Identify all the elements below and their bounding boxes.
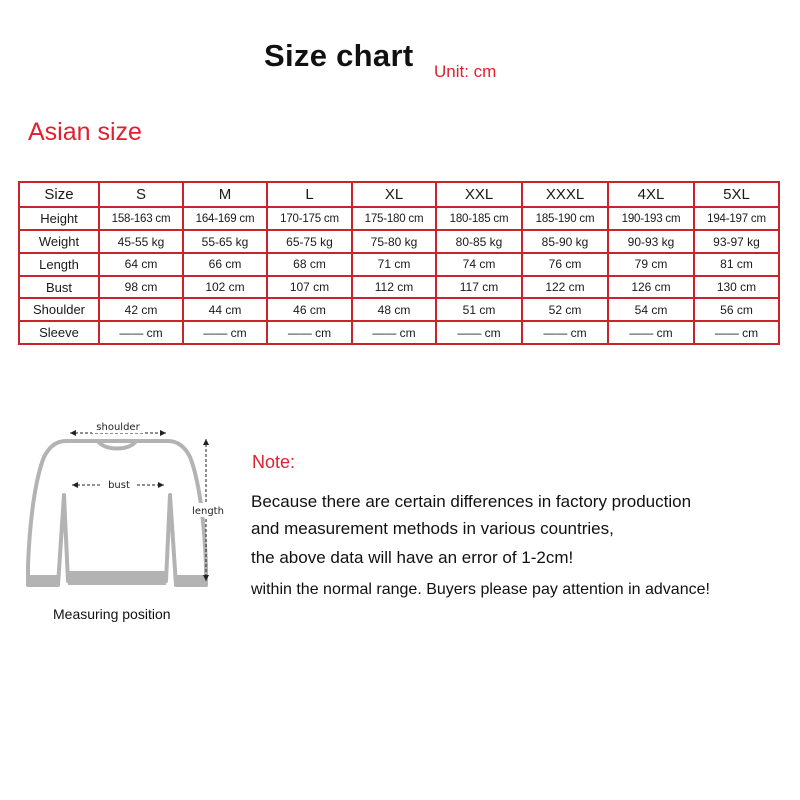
- table-cell: 112 cm: [352, 276, 436, 299]
- table-cell: 98 cm: [99, 276, 183, 299]
- table-cell: 122 cm: [522, 276, 608, 299]
- table-cell: 170-175 cm: [267, 207, 352, 230]
- table-cell: 74 cm: [436, 253, 522, 276]
- table-cell: 85-90 kg: [522, 230, 608, 253]
- note-line: the above data will have an error of 1-2cm!: [251, 548, 574, 567]
- table-cell: 126 cm: [608, 276, 694, 299]
- table-row: [19, 253, 779, 276]
- table-cell: 42 cm: [99, 298, 183, 321]
- bust-label: bust: [108, 480, 130, 491]
- header-cell: XL: [352, 182, 436, 207]
- table-cell: —— cm: [267, 321, 352, 344]
- table-cell: 130 cm: [694, 276, 779, 299]
- note-title: Note:: [252, 452, 296, 472]
- table-row: [19, 207, 779, 230]
- row-label: Height: [19, 207, 99, 230]
- note-line: and measurement methods in various countries,: [251, 519, 614, 538]
- table-cell: 64 cm: [99, 253, 183, 276]
- table-cell: —— cm: [436, 321, 522, 344]
- row-label: Length: [19, 253, 99, 276]
- row-label: Sleeve: [19, 321, 99, 344]
- diagram-caption: Measuring position: [53, 606, 171, 622]
- row-label: Bust: [19, 276, 99, 299]
- table-cell: 158-163 cm: [99, 207, 183, 230]
- table-row: [19, 298, 779, 321]
- table-cell: 80-85 kg: [436, 230, 522, 253]
- table-cell: 71 cm: [352, 253, 436, 276]
- table-cell: 107 cm: [267, 276, 352, 299]
- table-row: [19, 230, 779, 253]
- shoulder-label: shoulder: [96, 422, 140, 433]
- table-cell: 51 cm: [436, 298, 522, 321]
- table-cell: 164-169 cm: [183, 207, 267, 230]
- header-cell: 5XL: [694, 182, 779, 207]
- note-line: within the normal range. Buyers please pay attention in advance!: [251, 581, 710, 598]
- waistband-icon: [68, 571, 166, 585]
- table-cell: 75-80 kg: [352, 230, 436, 253]
- table-header-row: [19, 182, 779, 207]
- sweatshirt-outline-icon: [28, 441, 206, 585]
- table-cell: 79 cm: [608, 253, 694, 276]
- table-cell: —— cm: [608, 321, 694, 344]
- header-cell: M: [183, 182, 267, 207]
- note-line: Because there are certain differences in factory production: [251, 492, 692, 511]
- table-cell: —— cm: [183, 321, 267, 344]
- left-cuff-icon: [28, 575, 58, 585]
- table-cell: 76 cm: [522, 253, 608, 276]
- table-row: [19, 276, 779, 299]
- region-label: Asian size: [28, 118, 142, 146]
- table-cell: 54 cm: [608, 298, 694, 321]
- table-cell: 81 cm: [694, 253, 779, 276]
- table-cell: —— cm: [694, 321, 779, 344]
- table-cell: 65-75 kg: [267, 230, 352, 253]
- table-cell: 56 cm: [694, 298, 779, 321]
- table-cell: 68 cm: [267, 253, 352, 276]
- page-title: Size chart: [264, 38, 414, 73]
- table-cell: 93-97 kg: [694, 230, 779, 253]
- sweatshirt-diagram: [20, 405, 230, 605]
- table-cell: 117 cm: [436, 276, 522, 299]
- table-cell: 180-185 cm: [436, 207, 522, 230]
- table-cell: 194-197 cm: [694, 207, 779, 230]
- row-label: Shoulder: [19, 298, 99, 321]
- header-cell: XXXL: [522, 182, 608, 207]
- table-cell: 90-93 kg: [608, 230, 694, 253]
- table-cell: 185-190 cm: [522, 207, 608, 230]
- header-cell: XXL: [436, 182, 522, 207]
- table-cell: 44 cm: [183, 298, 267, 321]
- table-cell: 102 cm: [183, 276, 267, 299]
- table-cell: 45-55 kg: [99, 230, 183, 253]
- table-row: [19, 321, 779, 344]
- table-cell: 190-193 cm: [608, 207, 694, 230]
- table-cell: 66 cm: [183, 253, 267, 276]
- table-cell: 48 cm: [352, 298, 436, 321]
- table-cell: —— cm: [522, 321, 608, 344]
- header-cell: 4XL: [608, 182, 694, 207]
- table-cell: 175-180 cm: [352, 207, 436, 230]
- table-cell: —— cm: [99, 321, 183, 344]
- size-table: [18, 181, 780, 345]
- length-label: length: [192, 506, 224, 517]
- header-cell: S: [99, 182, 183, 207]
- row-label: Weight: [19, 230, 99, 253]
- table-cell: 46 cm: [267, 298, 352, 321]
- table-cell: 55-65 kg: [183, 230, 267, 253]
- table-cell: 52 cm: [522, 298, 608, 321]
- header-cell: L: [267, 182, 352, 207]
- table-cell: —— cm: [352, 321, 436, 344]
- header-cell: Size: [19, 182, 99, 207]
- right-cuff-icon: [176, 575, 206, 585]
- unit-label: Unit: cm: [434, 62, 497, 81]
